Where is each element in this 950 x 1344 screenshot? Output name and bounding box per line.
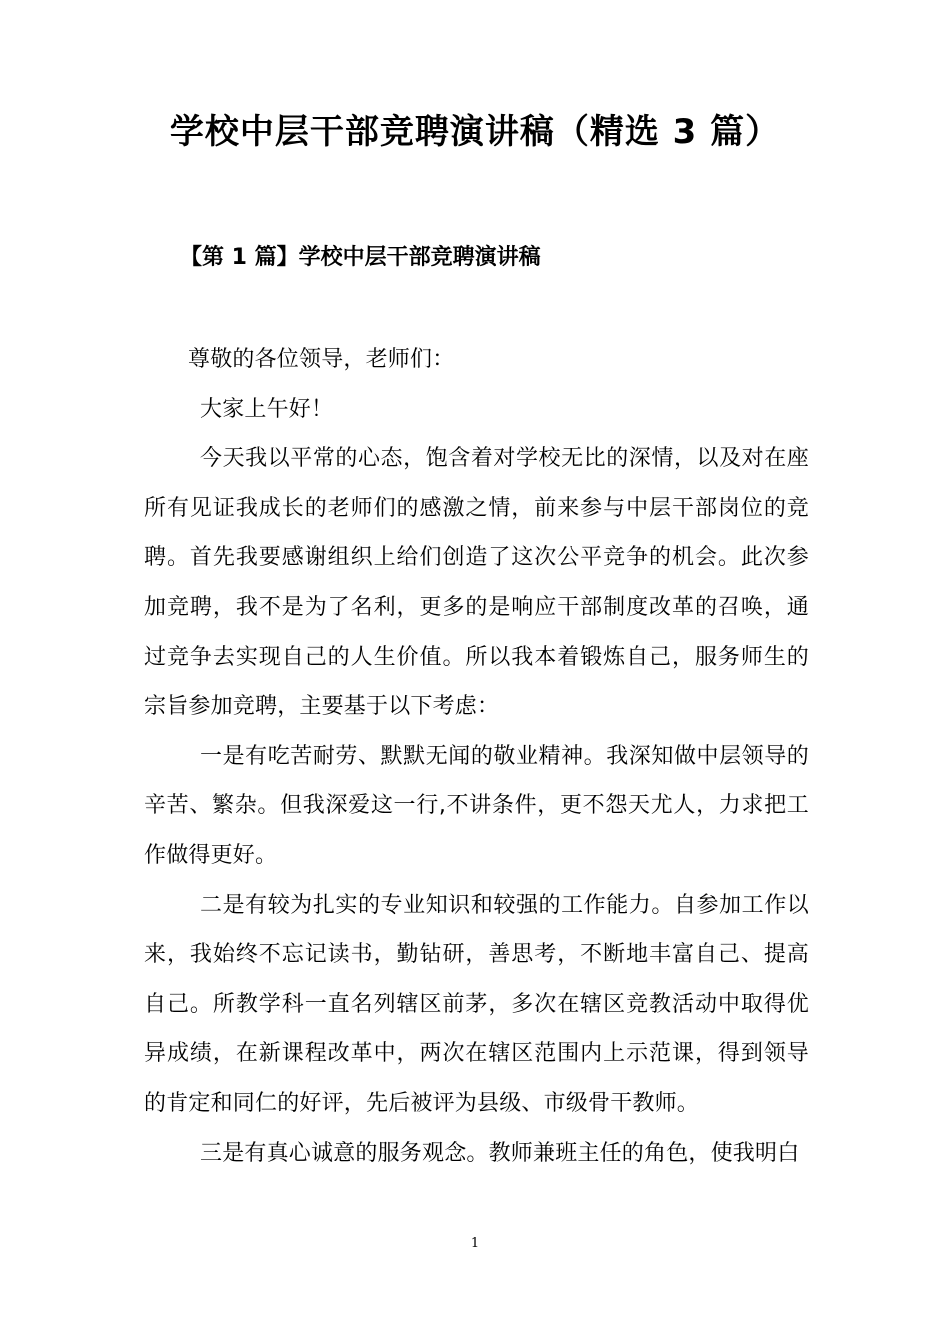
paragraph-1: 今天我以平常的心态，饱含着对学校无比的深情，以及对在座所有见证我成长的老师们的感激之情，前来参与中层干部岗位的竞聘。首先我要感谢组织上给们创造了这次公平竞争的机会。此次参加竞聘，我不是为了名利，更多的是响应干部制度改革的召唤，通过竞争去实现自己的人生价值。所以我本着锻炼自己，服务师生的宗旨参加竞聘，主要基于以下考虑： [144, 446, 809, 720]
salutation: 尊敬的各位领导，老师们： [188, 347, 455, 372]
page-number: 1 [470, 1236, 480, 1251]
paragraph-2: 一是有吃苦耐劳、默默无闻的敬业精神。我深知做中层领导的辛苦、繁杂。但我深爱这一行,不讲条件，更不怨天尤人，力求把工作做得更好。 [144, 743, 809, 868]
document-body [144, 335, 809, 1178]
document-title: 学校中层干部竞聘演讲稿（精选 3 篇） [169, 112, 781, 152]
greeting: 大家上午好！ [200, 396, 334, 422]
paragraph-4: 三是有真心诚意的服务观念。教师兼班主任的角色，使我明白 [200, 1140, 800, 1166]
section-heading: 【第 1 篇】学校中层干部竞聘演讲稿 [180, 245, 541, 270]
paragraph-3: 二是有较为扎实的专业知识和较强的工作能力。自参加工作以来，我始终不忘记读书，勤钻研，善思考，不断地丰富自己、提高自己。所教学科一直名列辖区前茅，多次在辖区竞教活动中取得优异成绩，在新课程改革中，两次在辖区范围内上示范课，得到领导的肯定和同仁的好评，先后被评为县级、市级骨干教师。 [144, 892, 809, 1116]
